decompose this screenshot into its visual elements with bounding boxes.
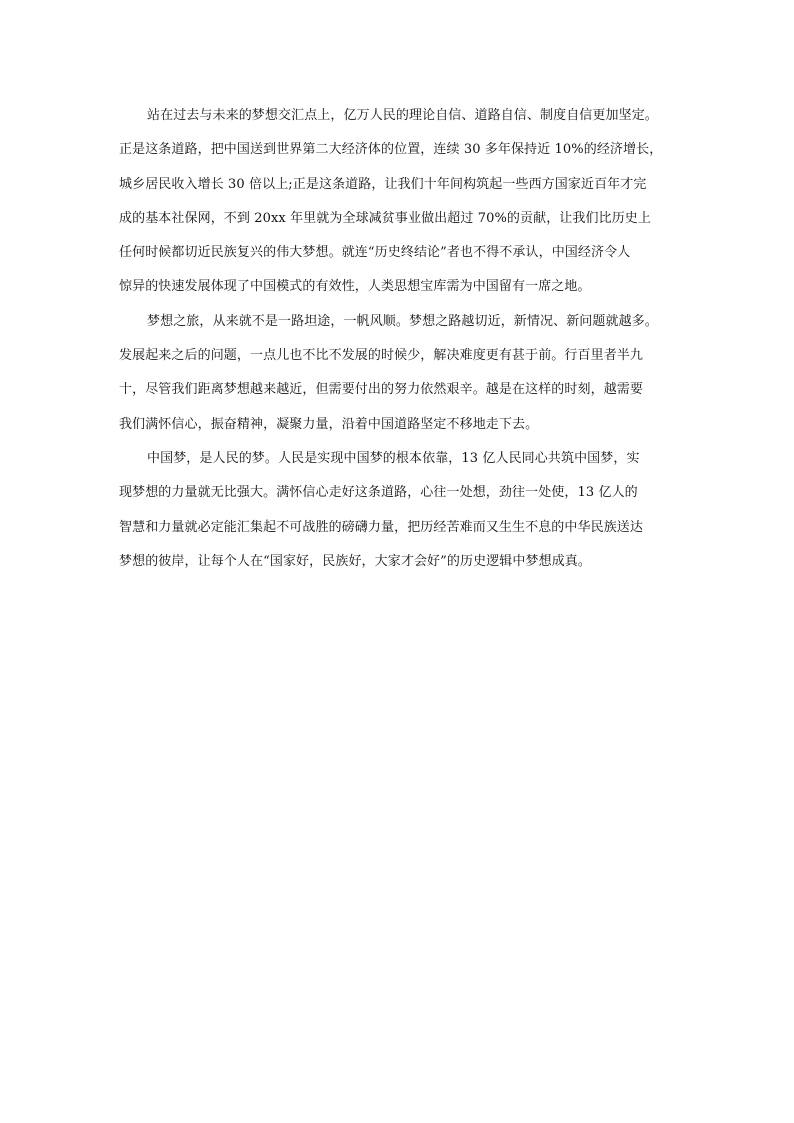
paragraph-line: 智慧和力量就必定能汇集起不可战胜的磅礴力量，把历经苦难而又生生不息的中华民族送达 (119, 519, 644, 535)
paragraph-line: 我们满怀信心，振奋精神，凝聚力量，沿着中国道路坚定不移地走下去。 (119, 416, 539, 432)
paragraph-line: 城乡居民收入增长 30 倍以上;正是这条道路，让我们十年间构筑起一些西方国家近百年才完 (119, 176, 647, 192)
paragraph-line: 十，尽管我们距离梦想越来越近，但需要付出的努力依然艰辛。越是在这样的时刻，越需要 (119, 382, 644, 398)
document-body (119, 103, 699, 583)
paragraph-1 (119, 103, 699, 309)
paragraph-line: 惊异的快速发展体现了中国模式的有效性，人类思想宝库需为中国留有一席之地。 (119, 279, 591, 295)
paragraph-line: 成的基本社保网，不到 20xx 年里就为全球减贫事业做出超过 70%的贡献，让我们比历史上 (119, 210, 651, 226)
paragraph-line: 站在过去与未来的梦想交汇点上，亿万人民的理论自信、道路自信、制度自信更加坚定。 (147, 108, 658, 123)
paragraph-2 (119, 309, 699, 446)
paragraph-3 (119, 446, 699, 583)
paragraph-line: 正是这条道路，把中国送到世界第二大经济体的位置，连续 30 多年保持近 10%的经济增长， (119, 142, 663, 158)
paragraph-line: 梦想的彼岸，让每个人在“国家好，民族好，大家才会好”的历史逻辑中梦想成真。 (119, 553, 591, 569)
paragraph-line: 任何时候都切近民族复兴的伟大梦想。就连“历史终结论”者也不得不承认，中国经济令人 (119, 245, 631, 261)
paragraph-line: 现梦想的力量就无比强大。满怀信心走好这条道路，心往一处想，劲往一处使，13 亿人的 (119, 485, 638, 501)
paragraph-line: 梦想之旅，从来就不是一路坦途，一帆风顺。梦想之路越切近，新情况、新问题就越多。 (147, 313, 658, 329)
paragraph-line: 发展起来之后的问题，一点儿也不比不发展的时候少，解决难度更有甚于前。行百里者半九 (119, 348, 644, 364)
paragraph-line: 中国梦，是人民的梦。人民是实现中国梦的根本依靠，13 亿人民同心共筑中国梦，实 (147, 450, 640, 466)
